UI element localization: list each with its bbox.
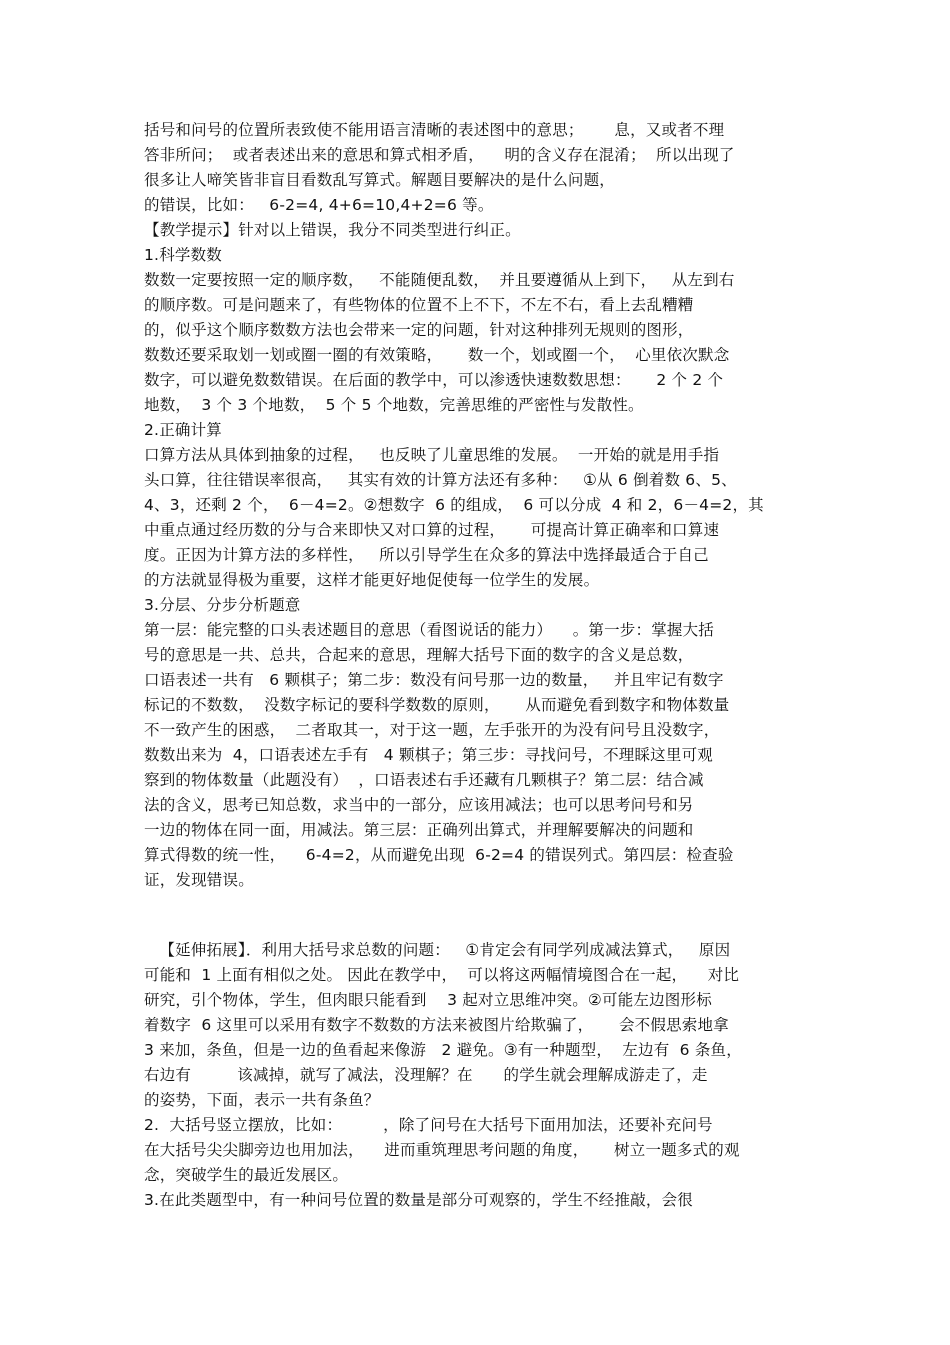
text-line: 数字，可以避免数数错误。在后面的教学中，可以渗透快速数数思想： 2 个 2 个: [144, 371, 724, 389]
text-line: 右边有 该减掉，就写了减法，没理解？在 的学生就会理解成游走了，走: [144, 1066, 708, 1084]
text-line: 【教学提示】针对以上错误，我分不同类型进行纠正。: [144, 221, 521, 239]
text-line: 答非所问； 或者表述出来的意思和算式相矛盾， 明的含义存在混淆； 所以出现了: [144, 146, 735, 164]
text-line: 不一致产生的困惑， 二者取其一，对于这一题，左手张开的为没有问号且没数字，: [144, 721, 720, 739]
text-line: 的错误，比如： 6-2=4, 4+6=10,4+2=6 等。: [144, 196, 494, 214]
text-line: 4、3，还剩 2 个， 6－4=2。②想数字 6 的组成， 6 可以分成 4 和 2，6－4=2，其: [144, 496, 764, 514]
text-line: 的，似乎这个顺序数数方法也会带来一定的问题，针对这种排列无规则的图形，: [144, 321, 694, 339]
text-line: 察到的物体数量（此题没有） ，口语表述右手还藏有几颗棋子？第二层：结合减: [144, 771, 704, 789]
text-line: 2. 大括号竖立摆放，比如： ，除了问号在大括号下面用加法，还要补充问号: [144, 1116, 713, 1134]
text-line: 标记的不数数， 没数字标记的要科学数数的原则， 从而避免看到数字和物体数量: [144, 696, 730, 714]
text-line: 数数一定要按照一定的顺序数， 不能随便乱数， 并且要遵循从上到下， 从左到右: [144, 271, 735, 289]
text-line: 第一层：能完整的口头表述题目的意思（看图说话的能力） 。第一步：掌握大括: [144, 621, 715, 639]
text-line: 可能和 1 上面有相似之处。 因此在教学中， 可以将这两幅情境图合在一起， 对比: [144, 966, 740, 984]
section-heading: 3.分层、分步分析题意: [144, 596, 301, 614]
text-line: 算式得数的统一性， 6-4=2，从而避免出现 6-2=4 的错误列式。第四层：检查验: [144, 846, 734, 864]
text-line: 头口算，往往错误率很高， 其实有效的计算方法还有多种： ①从 6 倒着数 6、5、: [144, 471, 737, 489]
text-line: 地数， 3 个 3 个地数， 5 个 5 个地数，完善思维的严密性与发散性。: [144, 396, 644, 414]
text-line: 的姿势，下面，表示一共有条鱼？: [144, 1091, 380, 1109]
text-line: 念，突破学生的最近发展区。: [144, 1166, 349, 1184]
text-line: 一边的物体在同一面，用减法。第三层：正确列出算式，并理解要解决的问题和: [144, 821, 694, 839]
text-line: 数数还要采取划一划或圈一圈的有效策略， 数一个，划或圈一个， 心里依次默念: [144, 346, 730, 364]
text-line: 在大括号尖尖脚旁边也用加法， 进而重筑理思考问题的角度， 树立一题多式的观: [144, 1141, 740, 1159]
section-heading: 1.科学数数: [144, 246, 222, 264]
text-line: 很多让人啼笑皆非盲目看数乱写算式。解题目要解决的是什么问题，: [144, 171, 616, 189]
text-line: 口语表述一共有 6 颗棋子；第二步：数没有问号那一边的数量， 并且牢记有数字: [144, 671, 724, 689]
text-line: 括号和问号的位置所表致使不能用语言清晰的表述图中的意思； 息，又或者不理: [144, 121, 725, 139]
text-line: 【延伸拓展】．利用大括号求总数的问题： ①肯定会有同学列成减法算式， 原因: [144, 941, 731, 959]
section-heading: 2.正确计算: [144, 421, 222, 439]
text-line: 证，发现错误。: [144, 871, 254, 889]
text-line: 数数出来为 4，口语表述左手有 4 颗棋子；第三步：寻找问号，不理睬这里可观: [144, 746, 713, 764]
text-line: 中重点通过经历数的分与合来即快又对口算的过程， 可提高计算正确率和口算速: [144, 521, 720, 539]
text-line: 号的意思是一共、总共，合起来的意思，理解大括号下面的数字的含义是总数，: [144, 646, 694, 664]
text-line: 研究，引个物体，学生，但肉眼只能看到 3 起对立思维冲突。②可能左边图形标: [144, 991, 712, 1009]
text-line: 度。正因为计算方法的多样性， 所以引导学生在众多的算法中选择最适合于自己: [144, 546, 709, 564]
text-line: 的方法就显得极为重要，这样才能更好地促使每一位学生的发展。: [144, 571, 600, 589]
text-line: 法的含义，思考已知总数，求当中的一部分，应该用减法；也可以思考问号和另: [144, 796, 694, 814]
text-line: 着数字 6 这里可以采用有数字不数数的方法来被图片给欺骗了， 会不假思索地拿: [144, 1016, 729, 1034]
text-line: 口算方法从具体到抽象的过程， 也反映了儿童思维的发展。 一开始的就是用手指: [144, 446, 720, 464]
text-line: 3 来加，条鱼，但是一边的鱼看起来像游 2 避免。③有一种题型， 左边有 6 条鱼，: [144, 1041, 742, 1059]
text-line: 3.在此类题型中，有一种问号位置的数量是部分可观察的，学生不经推敲，会很: [144, 1191, 693, 1209]
text-line: 的顺序数。可是问题来了，有些物体的位置不上不下，不左不右，看上去乱糟糟: [144, 296, 694, 314]
